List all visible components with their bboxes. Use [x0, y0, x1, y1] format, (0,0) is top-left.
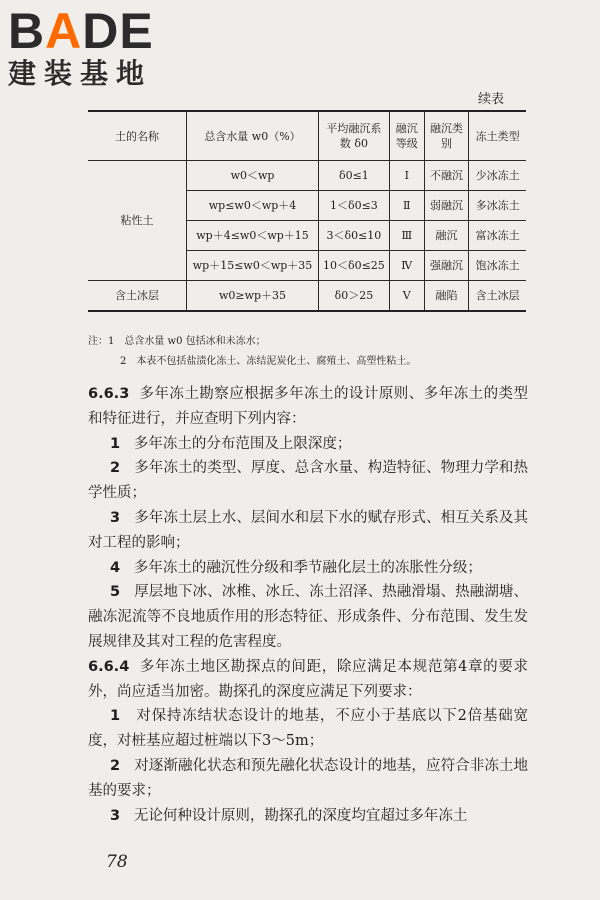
list-item — [88, 456, 528, 506]
cell-thaw-coefficient: 10＜δ0≤25 — [318, 251, 389, 281]
cell-thaw-grade: Ⅱ — [389, 191, 424, 221]
cell-thaw-grade: Ⅳ — [389, 251, 424, 281]
cell-soil-name: 粘性土 — [88, 161, 187, 281]
cell-thaw-grade: Ⅴ — [389, 281, 424, 312]
cell-thaw-coefficient: 3＜δ0≤10 — [318, 221, 389, 251]
header-thaw-coefficient: 平均融沉系数 δ0 — [318, 111, 389, 161]
page-number: 78 — [106, 852, 128, 872]
note-1: 注：1 总含水量 w0 包括冰和未冻水； — [88, 336, 266, 347]
cell-water-content: wp＋4≤w0＜wp＋15 — [187, 221, 319, 251]
cell-water-content: wp＋15≤w0＜wp＋35 — [187, 251, 319, 281]
item-text: 多年冻土的分布范围及上限深度； — [133, 435, 352, 452]
list-item — [88, 804, 528, 829]
cell-water-content: w0≥wp＋35 — [187, 281, 319, 312]
item-number: 4 — [110, 559, 121, 576]
item-text: 无论何种设计原则，勘探孔的深度均宜超过多年冻土 — [133, 807, 468, 824]
clause-number: 6.6.3 — [88, 386, 130, 402]
clause-6-6-4 — [88, 655, 528, 705]
list-item — [88, 754, 528, 804]
item-number: 1 — [110, 435, 121, 452]
item-text: 多年冻土层上水、层间水和层下水的赋存形式、相互关系及其对工程的影响； — [88, 509, 529, 551]
cell-thaw-category: 不融沉 — [424, 161, 469, 191]
frozen-soil-table — [88, 110, 526, 312]
cell-water-content: wp≤w0＜wp＋4 — [187, 191, 319, 221]
item-text: 对逐渐融化状态和预先融化状态设计的地基，应符合非冻土地基的要求； — [88, 757, 529, 799]
logo-letter-a: A — [45, 3, 83, 59]
clause-number: 6.6.4 — [88, 658, 130, 675]
cell-frozen-soil-type: 饱冰冻土 — [469, 251, 526, 281]
clause-text: 多年冻土地区勘探点的间距，除应满足本规范第4章的要求外，尚应适当加密。勘探孔的深度应满足下列要求： — [88, 658, 529, 700]
body-text — [88, 382, 528, 828]
header-frozen-soil-type: 冻土类型 — [469, 111, 526, 161]
cell-frozen-soil-type: 少冰冻土 — [469, 161, 526, 191]
header-water-content: 总含水量 w0（%） — [187, 111, 319, 161]
cell-thaw-category: 融沉 — [424, 221, 469, 251]
cell-thaw-category: 融陷 — [424, 281, 469, 312]
logo-subtitle: 建装基地 — [8, 57, 153, 90]
list-item — [88, 556, 528, 581]
header-thaw-category: 融沉类别 — [424, 111, 469, 161]
header-soil-name: 土的名称 — [88, 111, 187, 161]
bade-logo — [8, 3, 178, 98]
logo-wordmark — [8, 3, 178, 59]
item-number: 3 — [110, 509, 121, 526]
cell-frozen-soil-type: 多冰冻土 — [469, 191, 526, 221]
clause-text: 多年冻土勘察应根据多年冻土的设计原则、多年冻土的类型和特征进行，并应查明下列内容： — [88, 386, 529, 427]
list-item — [88, 506, 528, 556]
table-header-row — [88, 111, 526, 161]
item-number: 5 — [110, 584, 121, 601]
cell-soil-name: 含土冰层 — [88, 281, 187, 312]
cell-thaw-category: 强融沉 — [424, 251, 469, 281]
list-item — [88, 432, 528, 457]
table-notes — [88, 332, 416, 372]
cell-thaw-coefficient: 1＜δ0≤3 — [318, 191, 389, 221]
logo-letter-b: B — [8, 3, 46, 59]
clause-6-6-3 — [88, 382, 528, 432]
list-item — [88, 580, 528, 654]
continued-table-label: 续表 — [478, 92, 505, 107]
cell-thaw-coefficient: δ0≤1 — [318, 161, 389, 191]
logo-letter-e: E — [119, 3, 154, 59]
table-row — [88, 281, 526, 312]
item-number: 3 — [110, 807, 121, 824]
header-thaw-grade: 融沉等级 — [389, 111, 424, 161]
item-number: 2 — [110, 757, 121, 774]
list-item — [88, 704, 528, 754]
cell-thaw-grade: Ⅲ — [389, 221, 424, 251]
item-text: 厚层地下冰、冰椎、冰丘、冻土沼泽、热融滑塌、热融湖塘、融冻泥流等不良地质作用的形态特征、形成条件、分布范围、发生发展规律及其对工程的危害程度。 — [88, 584, 529, 650]
note-2: 2 本表不包括盐渍化冻土、冻结泥炭化土、腐殖土、高塑性粘土。 — [120, 356, 417, 367]
item-text: 多年冻土的类型、厚度、总含水量、构造特征、物理力学和热学性质； — [88, 460, 529, 502]
item-number: 1 — [110, 708, 121, 725]
item-text: 多年冻土的融沉性分级和季节融化层土的冻胀性分级； — [133, 559, 482, 576]
item-number: 2 — [110, 460, 121, 477]
cell-thaw-coefficient: δ0＞25 — [318, 281, 389, 312]
cell-thaw-category: 弱融沉 — [424, 191, 469, 221]
table-row — [88, 161, 526, 191]
cell-frozen-soil-type: 含土冰层 — [469, 281, 526, 312]
logo-letter-d: D — [82, 3, 120, 59]
item-text: 对保持冻结状态设计的地基，不应小于基底以下2倍基础宽度，对桩基应超过桩端以下3～5m； — [88, 708, 529, 750]
cell-water-content: w0＜wp — [187, 161, 319, 191]
cell-thaw-grade: Ⅰ — [389, 161, 424, 191]
cell-frozen-soil-type: 富冰冻土 — [469, 221, 526, 251]
